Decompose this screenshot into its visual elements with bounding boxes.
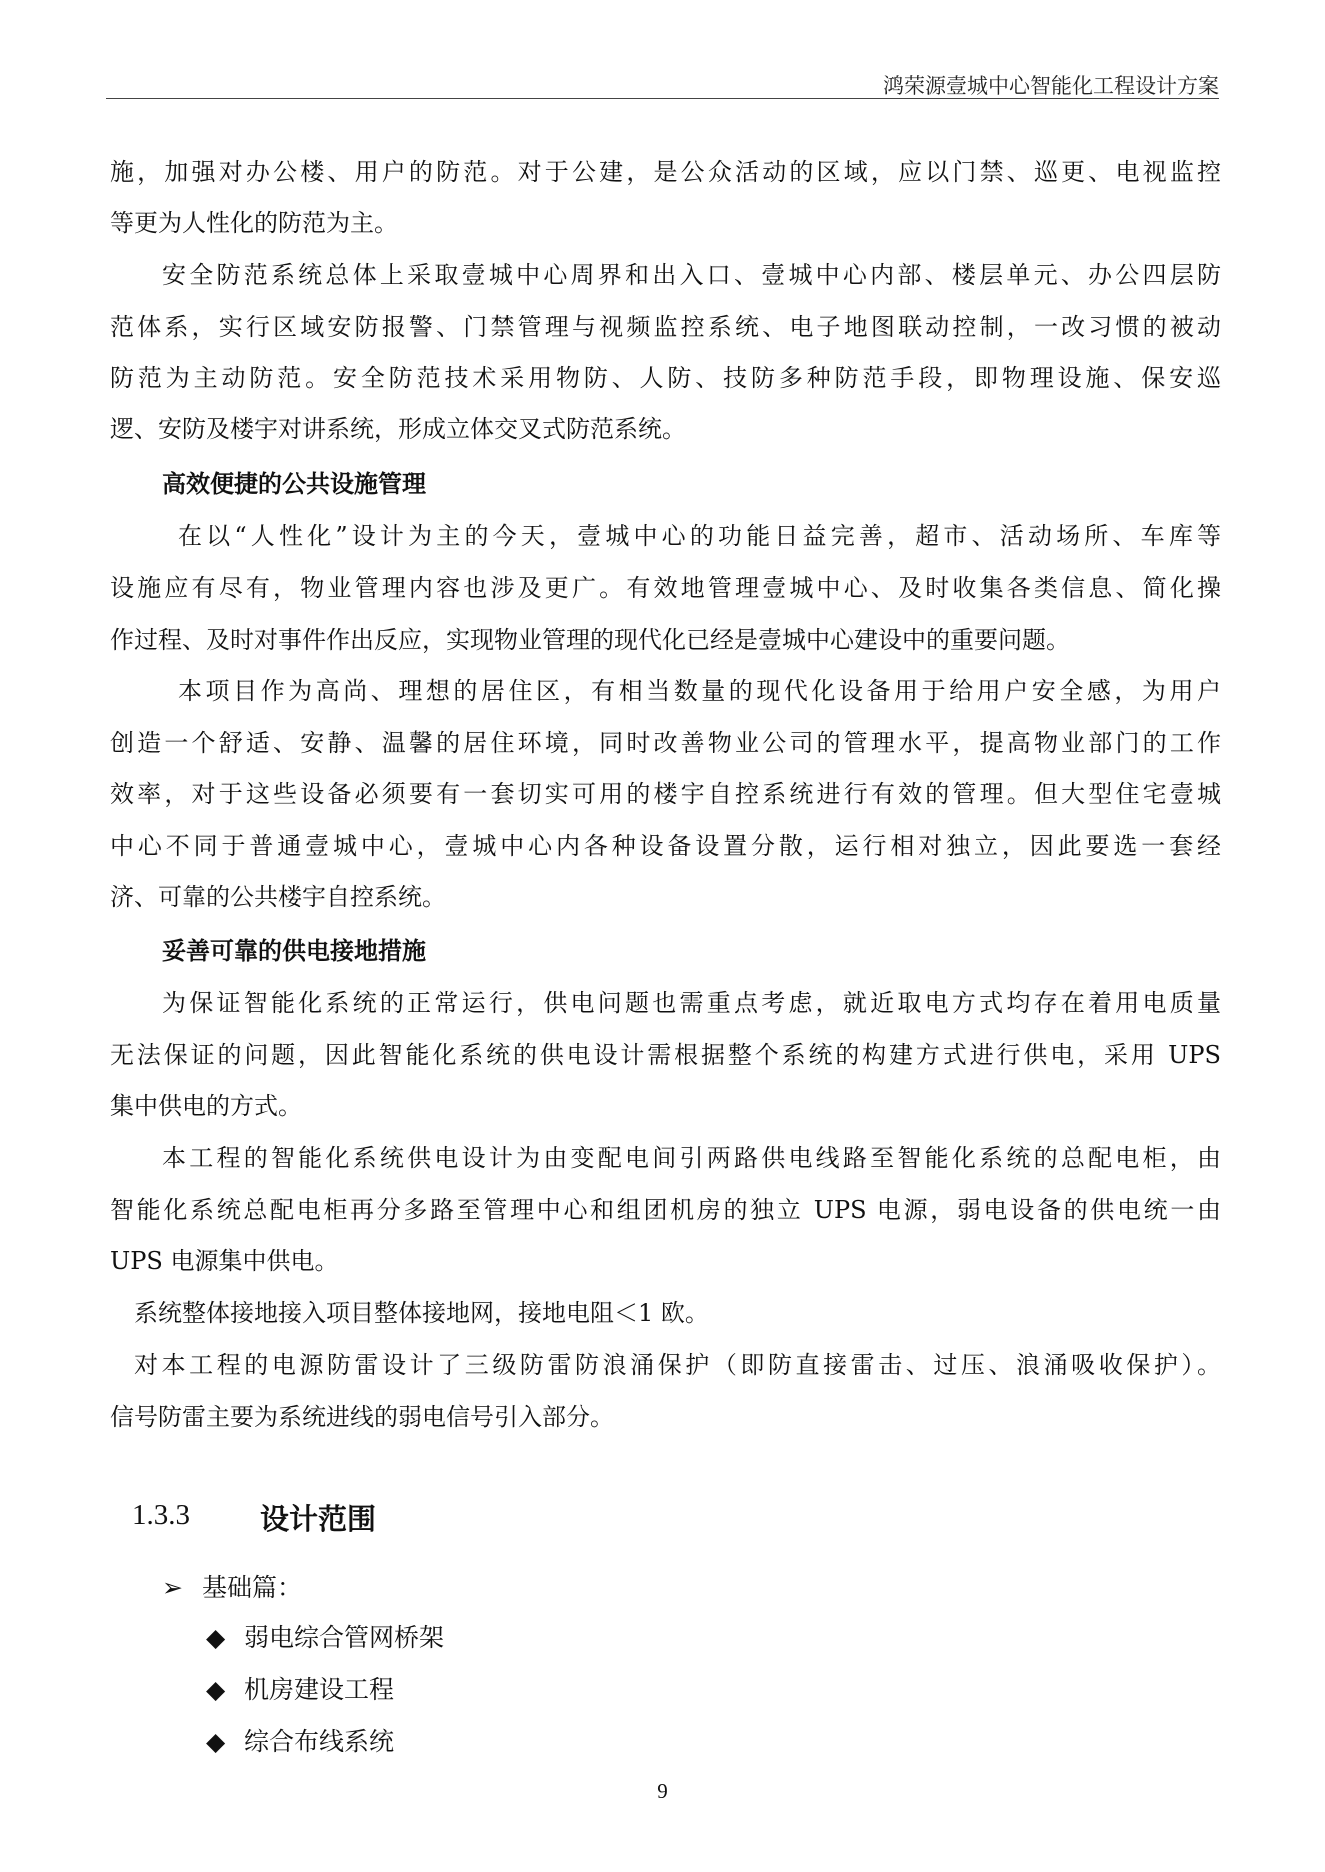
body-line: 等更为人性化的防范为主。 [110,209,398,237]
diamond-bullet-icon: ◆ [206,1675,226,1704]
body-line: 为保证智能化系统的正常运行，供电问题也需重点考虑，就近取电方式均存在着用电质量 [162,989,1221,1017]
body-line: 逻、安防及楼宇对讲系统，形成立体交叉式防范系统。 [110,415,686,443]
body-line: 系统整体接地接入项目整体接地网，接地电阻＜1 欧。 [134,1299,709,1327]
body-line: 济、可靠的公共楼宇自控系统。 [110,883,446,911]
body-line: 信号防雷主要为系统进线的弱电信号引入部分。 [110,1403,614,1431]
body-line: 对本工程的电源防雷设计了三级防雷防浪涌保护（即防直接雷击、过压、浪涌吸收保护）。 [134,1351,1221,1379]
header-divider [106,98,1219,99]
list-item [206,1618,444,1654]
section-heading [132,1497,377,1536]
diamond-bullet-icon: ◆ [206,1727,226,1756]
section-number: 1.3.3 [132,1499,190,1531]
list-heading-label: 基础篇： [202,1573,303,1602]
list-item-label: 弱电综合管网桥架 [244,1623,445,1652]
body-line: 防范为主动防范。安全防范技术采用物防、人防、技防多种防范手段，即物理设施、保安巡 [110,364,1221,392]
body-line: 创造一个舒适、安静、温馨的居住环境，同时改善物业公司的管理水平，提高物业部门的工作 [110,729,1221,757]
body-line: 施，加强对办公楼、用户的防范。对于公建，是公众活动的区域，应以门禁、巡更、电视监控 [110,158,1221,186]
body-line: 本项目作为高尚、理想的居住区，有相当数量的现代化设备用于给用户安全感，为用户 [178,677,1221,705]
page-number: 9 [657,1779,668,1803]
subheading-facilities: 高效便捷的公共设施管理 [162,469,426,498]
subheading-power-grounding: 妥善可靠的供电接地措施 [162,936,426,965]
body-line: 效率，对于这些设备必须要有一套切实可用的楼宇自控系统进行有效的管理。但大型住宅壹城 [110,780,1221,808]
body-line: 范体系，实行区域安防报警、门禁管理与视频监控系统、电子地图联动控制，一改习惯的被动 [110,313,1221,341]
list-item-label: 综合布线系统 [244,1727,395,1756]
diamond-bullet-icon: ◆ [206,1623,226,1652]
body-line: 中心不同于普通壹城中心，壹城中心内各种设备设置分散，运行相对独立，因此要选一套经 [110,832,1221,860]
list-heading [162,1568,302,1604]
section-title: 设计范围 [260,1502,377,1536]
body-line: 作过程、及时对事件作出反应，实现物业管理的现代化已经是壹城中心建设中的重要问题。 [110,626,1070,654]
body-line: 本工程的智能化系统供电设计为由变配电间引两路供电线路至智能化系统的总配电柜，由 [162,1144,1221,1172]
arrow-bullet-icon: ➢ [162,1573,183,1602]
body-line: 集中供电的方式。 [110,1092,302,1120]
body-line: 无法保证的问题，因此智能化系统的供电设计需根据整个系统的构建方式进行供电，采用 UPS [110,1041,1221,1069]
header-title: 鸿荣源壹城中心智能化工程设计方案 [883,74,1219,98]
list-item-label: 机房建设工程 [244,1675,395,1704]
body-line: 设施应有尽有，物业管理内容也涉及更广。有效地管理壹城中心、及时收集各类信息、简化操 [110,574,1221,602]
list-item [206,1670,394,1706]
body-line: 智能化系统总配电柜再分多路至管理中心和组团机房的独立 UPS 电源，弱电设备的供电统一由 [110,1196,1221,1224]
body-line: 安全防范系统总体上采取壹城中心周界和出入口、壹城中心内部、楼层单元、办公四层防 [162,261,1221,289]
body-line: UPS 电源集中供电。 [110,1247,339,1275]
list-item [206,1722,394,1758]
body-line: 在以“人性化”设计为主的今天，壹城中心的功能日益完善，超市、活动场所、车库等 [178,522,1221,550]
